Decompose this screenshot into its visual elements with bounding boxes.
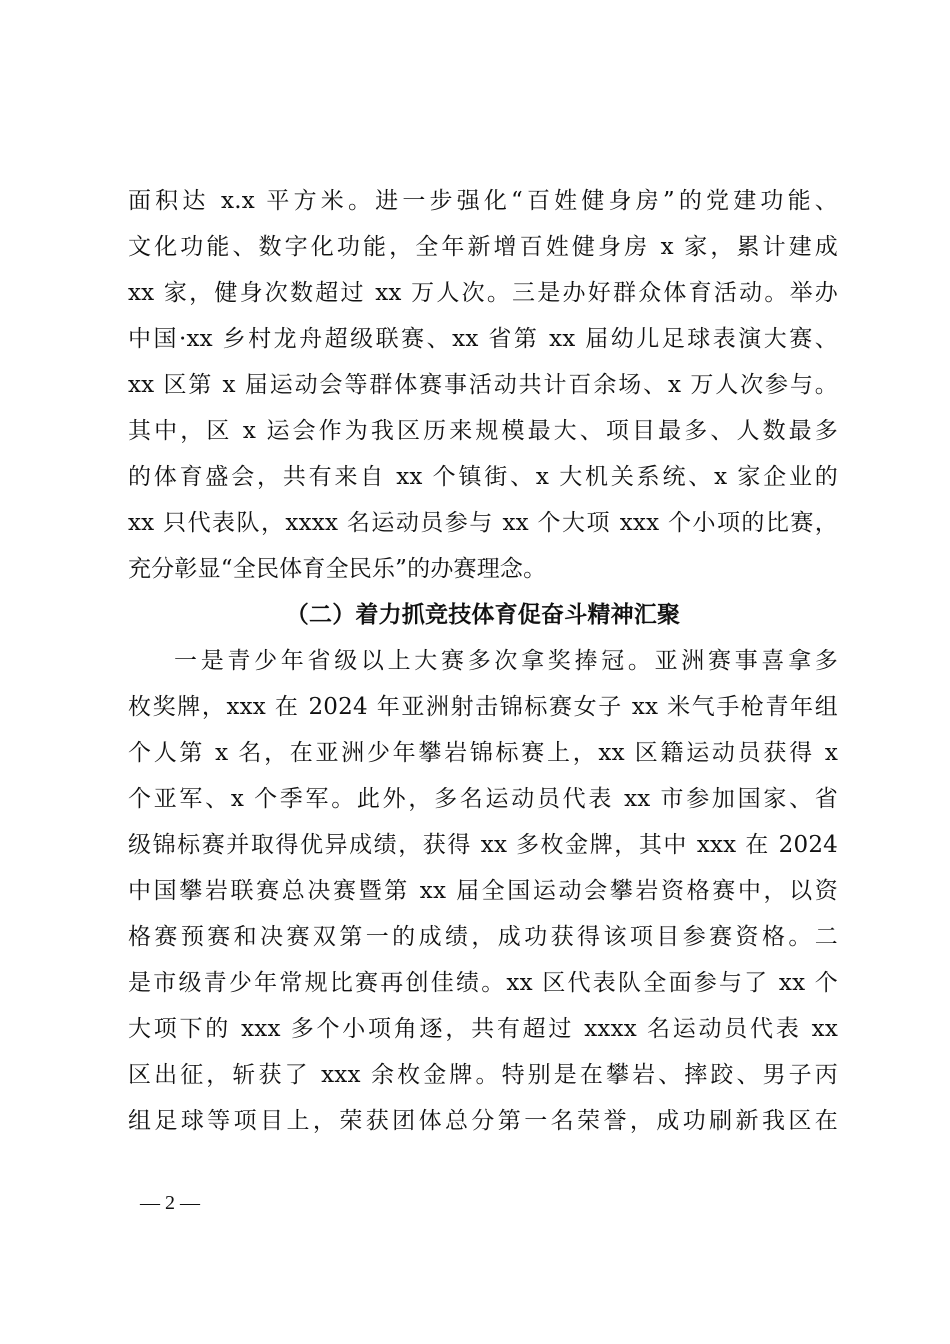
text-line: 区出征，斩获了 xxx 余枚金牌。特别是在攀岩、摔跤、男子丙 xyxy=(128,1062,838,1088)
text-line: 面积达 x.x 平方米。进一步强化“百姓健身房”的党建功能、 xyxy=(128,188,838,214)
text-line: 中国·xx 乡村龙舟超级联赛、xx 省第 xx 届幼儿足球表演大赛、 xyxy=(128,326,838,352)
paragraph-main xyxy=(128,638,838,1144)
text-line: 枚奖牌，xxx 在 2024 年亚洲射击锦标赛女子 xx 米气手枪青年组 xyxy=(128,694,838,720)
text-line: xx 区第 x 届运动会等群体赛事活动共计百余场、x 万人次参与。 xyxy=(128,372,838,398)
text-line: 级锦标赛并取得优异成绩，获得 xx 多枚金牌，其中 xxx 在 2024 xyxy=(128,832,838,858)
text-line: 其中，区 x 运会作为我区历来规模最大、项目最多、人数最多 xyxy=(128,418,838,444)
body-text xyxy=(128,178,838,1144)
section-heading: （二）着力抓竞技体育促奋斗精神汇聚 xyxy=(285,601,681,628)
text-line: 一是青少年省级以上大赛多次拿奖捧冠。亚洲赛事喜拿多 xyxy=(174,648,838,674)
paragraph-continued xyxy=(128,178,838,592)
text-line: 个亚军、x 个季军。此外，多名运动员代表 xx 市参加国家、省 xyxy=(128,786,838,812)
text-line: xx 只代表队，xxxx 名运动员参与 xx 个大项 xxx 个小项的比赛， xyxy=(128,510,838,536)
text-line: 个人第 x 名，在亚洲少年攀岩锦标赛上，xx 区籍运动员获得 x xyxy=(128,740,838,766)
text-line: 大项下的 xxx 多个小项角逐，共有超过 xxxx 名运动员代表 xx xyxy=(128,1016,838,1042)
page-number: — 2 — xyxy=(140,1192,200,1214)
text-line: 是市级青少年常规比赛再创佳绩。xx 区代表队全面参与了 xx 个 xyxy=(128,970,838,996)
text-line: 格赛预赛和决赛双第一的成绩，成功获得该项目参赛资格。二 xyxy=(128,924,838,950)
text-line: 的体育盛会，共有来自 xx 个镇街、x 大机关系统、x 家企业的 xyxy=(128,464,838,490)
text-line: 组足球等项目上，荣获团体总分第一名荣誉，成功刷新我区在 xyxy=(128,1108,838,1134)
text-line: xx 家，健身次数超过 xx 万人次。三是办好群众体育活动。举办 xyxy=(128,280,838,306)
text-line: 文化功能、数字化功能，全年新增百姓健身房 x 家，累计建成 xyxy=(128,234,838,260)
text-line: 充分彰显“全民体育全民乐”的办赛理念。 xyxy=(128,556,547,582)
text-line: 中国攀岩联赛总决赛暨第 xx 届全国运动会攀岩资格赛中，以资 xyxy=(128,878,838,904)
